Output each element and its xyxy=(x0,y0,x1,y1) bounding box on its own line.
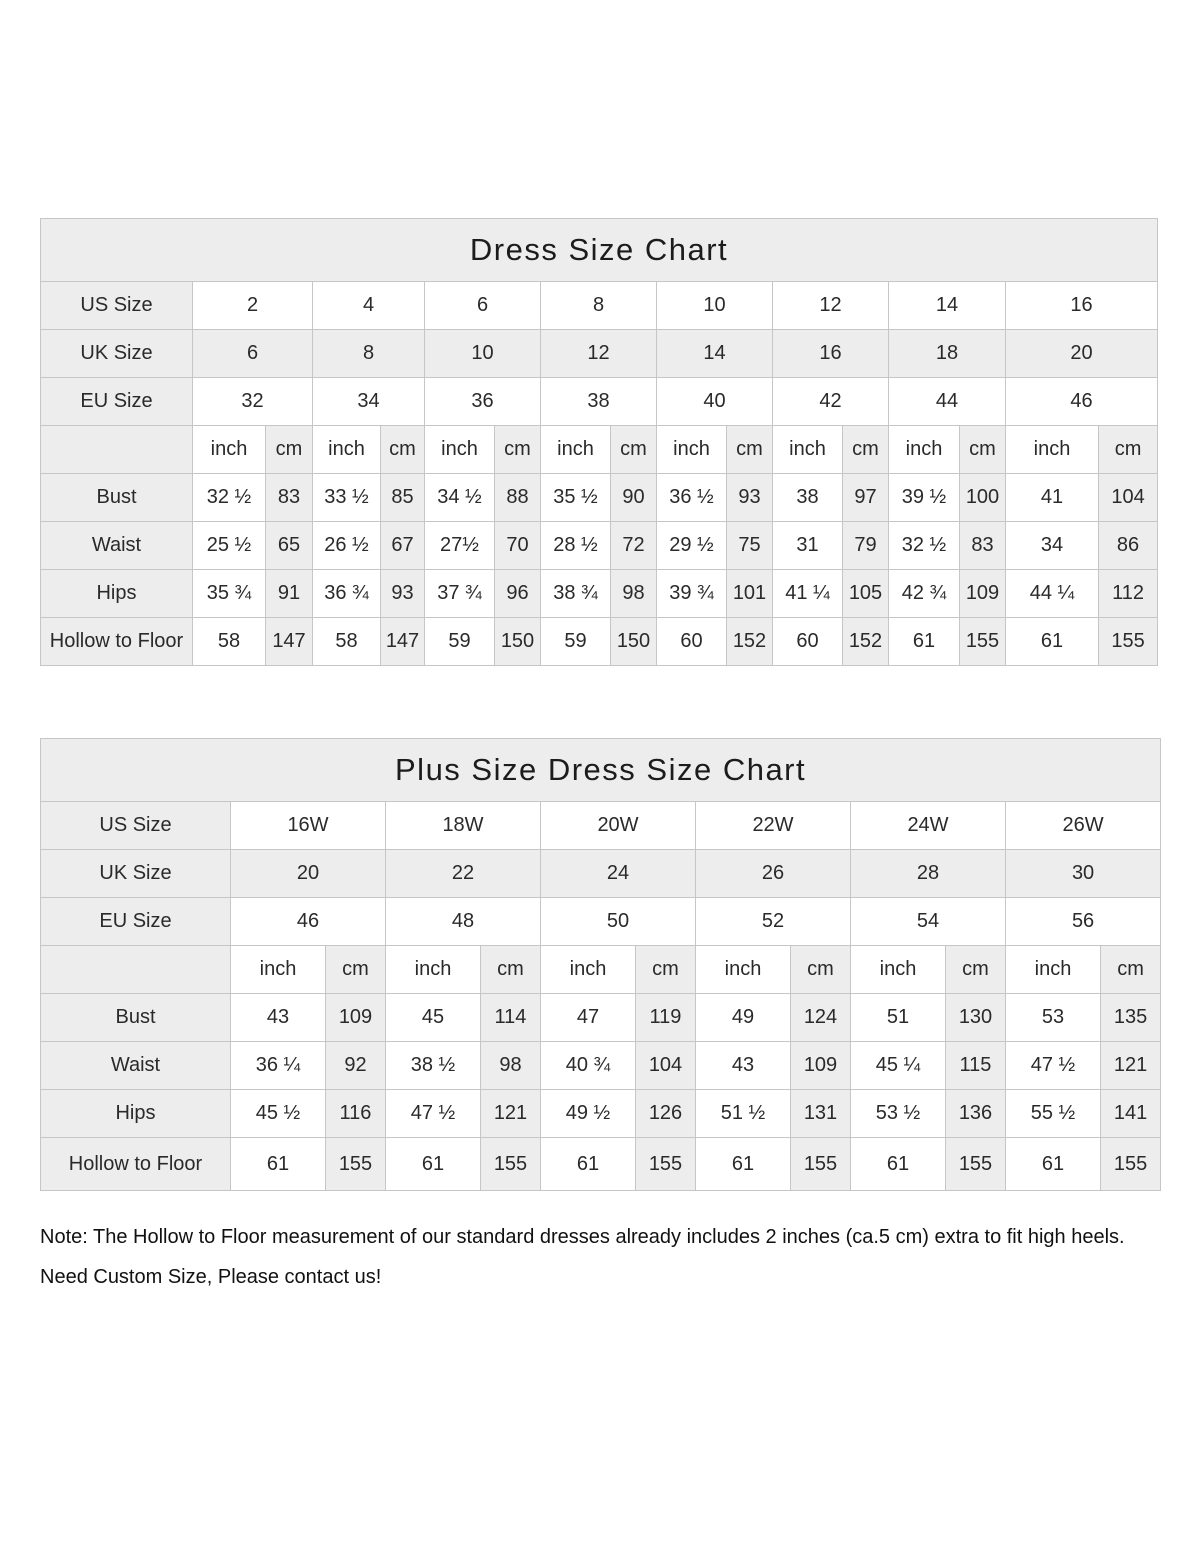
cm-value-cell: 112 xyxy=(1099,570,1158,618)
inch-value-cell: 36 ½ xyxy=(657,474,727,522)
cm-value-cell: 126 xyxy=(636,1090,696,1138)
size-value-cell: 20 xyxy=(1006,330,1158,378)
cm-value-cell: 88 xyxy=(495,474,541,522)
inch-value-cell: 45 ¼ xyxy=(851,1042,946,1090)
inch-value-cell: 29 ½ xyxy=(657,522,727,570)
inch-value-cell: 61 xyxy=(696,1138,791,1191)
inch-value-cell: 60 xyxy=(773,618,843,666)
inch-value-cell: 35 ½ xyxy=(541,474,611,522)
cm-value-cell: 98 xyxy=(611,570,657,618)
table-title: Dress Size Chart xyxy=(41,219,1158,282)
size-value-cell: 26 xyxy=(696,850,851,898)
row-label: Bust xyxy=(41,994,231,1042)
inch-value-cell: 58 xyxy=(193,618,266,666)
inch-value-cell: 49 xyxy=(696,994,791,1042)
size-value-cell: 38 xyxy=(541,378,657,426)
cm-value-cell: 100 xyxy=(960,474,1006,522)
unit-inch-label: inch xyxy=(657,426,727,474)
inch-value-cell: 61 xyxy=(231,1138,326,1191)
cm-value-cell: 119 xyxy=(636,994,696,1042)
inch-value-cell: 33 ½ xyxy=(313,474,381,522)
note-line-2: Need Custom Size, Please contact us! xyxy=(40,1266,382,1288)
cm-value-cell: 72 xyxy=(611,522,657,570)
cm-value-cell: 90 xyxy=(611,474,657,522)
plus-size-chart-table xyxy=(40,738,1161,1191)
cm-value-cell: 109 xyxy=(960,570,1006,618)
unit-cm-label: cm xyxy=(960,426,1006,474)
cm-value-cell: 130 xyxy=(946,994,1006,1042)
unit-inch-label: inch xyxy=(425,426,495,474)
size-value-cell: 22W xyxy=(696,802,851,850)
unit-inch-label: inch xyxy=(889,426,960,474)
cm-value-cell: 104 xyxy=(636,1042,696,1090)
cm-value-cell: 86 xyxy=(1099,522,1158,570)
inch-value-cell: 32 ½ xyxy=(193,474,266,522)
inch-value-cell: 59 xyxy=(425,618,495,666)
row-label: US Size xyxy=(41,282,193,330)
size-value-cell: 10 xyxy=(657,282,773,330)
inch-value-cell: 35 ¾ xyxy=(193,570,266,618)
plus-size-section xyxy=(40,738,1157,1191)
size-value-cell: 12 xyxy=(541,330,657,378)
size-value-cell: 8 xyxy=(541,282,657,330)
unit-cm-label: cm xyxy=(791,946,851,994)
inch-value-cell: 36 ¾ xyxy=(313,570,381,618)
inch-value-cell: 47 xyxy=(541,994,636,1042)
size-value-cell: 34 xyxy=(313,378,425,426)
cm-value-cell: 141 xyxy=(1101,1090,1161,1138)
size-value-cell: 20W xyxy=(541,802,696,850)
cm-value-cell: 98 xyxy=(481,1042,541,1090)
cm-value-cell: 101 xyxy=(727,570,773,618)
size-value-cell: 12 xyxy=(773,282,889,330)
cm-value-cell: 150 xyxy=(495,618,541,666)
size-value-cell: 16W xyxy=(231,802,386,850)
inch-value-cell: 45 xyxy=(386,994,481,1042)
cm-value-cell: 131 xyxy=(791,1090,851,1138)
size-value-cell: 46 xyxy=(231,898,386,946)
inch-value-cell: 60 xyxy=(657,618,727,666)
cm-value-cell: 155 xyxy=(636,1138,696,1191)
unit-inch-label: inch xyxy=(541,426,611,474)
size-value-cell: 52 xyxy=(696,898,851,946)
inch-value-cell: 40 ¾ xyxy=(541,1042,636,1090)
inch-value-cell: 31 xyxy=(773,522,843,570)
row-label: UK Size xyxy=(41,850,231,898)
inch-value-cell: 28 ½ xyxy=(541,522,611,570)
unit-cm-label: cm xyxy=(381,426,425,474)
size-value-cell: 10 xyxy=(425,330,541,378)
size-value-cell: 16 xyxy=(773,330,889,378)
row-label: Hollow to Floor xyxy=(41,618,193,666)
size-value-cell: 18W xyxy=(386,802,541,850)
cm-value-cell: 121 xyxy=(1101,1042,1161,1090)
size-value-cell: 28 xyxy=(851,850,1006,898)
inch-value-cell: 41 ¼ xyxy=(773,570,843,618)
row-label: UK Size xyxy=(41,330,193,378)
inch-value-cell: 61 xyxy=(1006,1138,1101,1191)
row-label: Waist xyxy=(41,1042,231,1090)
unit-cm-label: cm xyxy=(481,946,541,994)
cm-value-cell: 93 xyxy=(381,570,425,618)
inch-value-cell: 34 ½ xyxy=(425,474,495,522)
cm-value-cell: 155 xyxy=(960,618,1006,666)
inch-value-cell: 55 ½ xyxy=(1006,1090,1101,1138)
inch-value-cell: 47 ½ xyxy=(386,1090,481,1138)
size-value-cell: 36 xyxy=(425,378,541,426)
size-value-cell: 48 xyxy=(386,898,541,946)
size-value-cell: 2 xyxy=(193,282,313,330)
size-value-cell: 50 xyxy=(541,898,696,946)
cm-value-cell: 92 xyxy=(326,1042,386,1090)
inch-value-cell: 58 xyxy=(313,618,381,666)
cm-value-cell: 152 xyxy=(727,618,773,666)
unit-inch-label: inch xyxy=(1006,426,1099,474)
inch-value-cell: 42 ¾ xyxy=(889,570,960,618)
cm-value-cell: 155 xyxy=(481,1138,541,1191)
unit-cm-label: cm xyxy=(326,946,386,994)
inch-value-cell: 26 ½ xyxy=(313,522,381,570)
size-value-cell: 4 xyxy=(313,282,425,330)
row-label: Hips xyxy=(41,1090,231,1138)
note-block xyxy=(40,1217,1157,1297)
size-value-cell: 8 xyxy=(313,330,425,378)
cm-value-cell: 121 xyxy=(481,1090,541,1138)
inch-value-cell: 61 xyxy=(541,1138,636,1191)
unit-inch-label: inch xyxy=(773,426,843,474)
inch-value-cell: 37 ¾ xyxy=(425,570,495,618)
inch-value-cell: 38 xyxy=(773,474,843,522)
inch-value-cell: 34 xyxy=(1006,522,1099,570)
inch-value-cell: 45 ½ xyxy=(231,1090,326,1138)
size-value-cell: 18 xyxy=(889,330,1006,378)
dress-size-chart-table xyxy=(40,218,1158,666)
unit-inch-label: inch xyxy=(1006,946,1101,994)
inch-value-cell: 61 xyxy=(1006,618,1099,666)
row-label: Waist xyxy=(41,522,193,570)
size-value-cell: 44 xyxy=(889,378,1006,426)
inch-value-cell: 44 ¼ xyxy=(1006,570,1099,618)
row-label: EU Size xyxy=(41,378,193,426)
cm-value-cell: 114 xyxy=(481,994,541,1042)
unit-inch-label: inch xyxy=(541,946,636,994)
inch-value-cell: 41 xyxy=(1006,474,1099,522)
inch-value-cell: 61 xyxy=(889,618,960,666)
row-label: EU Size xyxy=(41,898,231,946)
unit-cm-label: cm xyxy=(611,426,657,474)
size-value-cell: 6 xyxy=(193,330,313,378)
size-value-cell: 46 xyxy=(1006,378,1158,426)
unit-cm-label: cm xyxy=(636,946,696,994)
cm-value-cell: 91 xyxy=(266,570,313,618)
unit-row-spacer xyxy=(41,426,193,474)
size-value-cell: 22 xyxy=(386,850,541,898)
inch-value-cell: 53 ½ xyxy=(851,1090,946,1138)
unit-cm-label: cm xyxy=(1101,946,1161,994)
cm-value-cell: 83 xyxy=(266,474,313,522)
unit-inch-label: inch xyxy=(696,946,791,994)
unit-inch-label: inch xyxy=(386,946,481,994)
unit-inch-label: inch xyxy=(313,426,381,474)
cm-value-cell: 83 xyxy=(960,522,1006,570)
size-value-cell: 14 xyxy=(889,282,1006,330)
inch-value-cell: 49 ½ xyxy=(541,1090,636,1138)
inch-value-cell: 43 xyxy=(696,1042,791,1090)
cm-value-cell: 152 xyxy=(843,618,889,666)
inch-value-cell: 39 ¾ xyxy=(657,570,727,618)
unit-inch-label: inch xyxy=(193,426,266,474)
cm-value-cell: 75 xyxy=(727,522,773,570)
unit-cm-label: cm xyxy=(266,426,313,474)
cm-value-cell: 96 xyxy=(495,570,541,618)
cm-value-cell: 97 xyxy=(843,474,889,522)
cm-value-cell: 155 xyxy=(1101,1138,1161,1191)
cm-value-cell: 155 xyxy=(791,1138,851,1191)
inch-value-cell: 51 xyxy=(851,994,946,1042)
cm-value-cell: 93 xyxy=(727,474,773,522)
inch-value-cell: 61 xyxy=(851,1138,946,1191)
inch-value-cell: 47 ½ xyxy=(1006,1042,1101,1090)
size-value-cell: 24W xyxy=(851,802,1006,850)
size-value-cell: 6 xyxy=(425,282,541,330)
row-label: US Size xyxy=(41,802,231,850)
inch-value-cell: 59 xyxy=(541,618,611,666)
size-value-cell: 24 xyxy=(541,850,696,898)
size-value-cell: 30 xyxy=(1006,850,1161,898)
cm-value-cell: 65 xyxy=(266,522,313,570)
size-value-cell: 54 xyxy=(851,898,1006,946)
unit-cm-label: cm xyxy=(1099,426,1158,474)
inch-value-cell: 39 ½ xyxy=(889,474,960,522)
cm-value-cell: 150 xyxy=(611,618,657,666)
cm-value-cell: 155 xyxy=(1099,618,1158,666)
inch-value-cell: 43 xyxy=(231,994,326,1042)
note-line-1: Note: The Hollow to Floor measurement of our standard dresses already includes 2 inches (ca.5 cm) extra to fit high heels. xyxy=(40,1226,1125,1248)
cm-value-cell: 155 xyxy=(946,1138,1006,1191)
row-label: Hollow to Floor xyxy=(41,1138,231,1191)
unit-row-spacer xyxy=(41,946,231,994)
inch-value-cell: 27½ xyxy=(425,522,495,570)
inch-value-cell: 51 ½ xyxy=(696,1090,791,1138)
unit-cm-label: cm xyxy=(843,426,889,474)
cm-value-cell: 70 xyxy=(495,522,541,570)
size-value-cell: 56 xyxy=(1006,898,1161,946)
unit-inch-label: inch xyxy=(231,946,326,994)
size-value-cell: 40 xyxy=(657,378,773,426)
unit-cm-label: cm xyxy=(946,946,1006,994)
cm-value-cell: 104 xyxy=(1099,474,1158,522)
size-value-cell: 42 xyxy=(773,378,889,426)
cm-value-cell: 136 xyxy=(946,1090,1006,1138)
cm-value-cell: 109 xyxy=(791,1042,851,1090)
size-value-cell: 20 xyxy=(231,850,386,898)
cm-value-cell: 124 xyxy=(791,994,851,1042)
cm-value-cell: 147 xyxy=(381,618,425,666)
unit-cm-label: cm xyxy=(495,426,541,474)
inch-value-cell: 36 ¼ xyxy=(231,1042,326,1090)
cm-value-cell: 67 xyxy=(381,522,425,570)
unit-inch-label: inch xyxy=(851,946,946,994)
size-value-cell: 26W xyxy=(1006,802,1161,850)
unit-cm-label: cm xyxy=(727,426,773,474)
inch-value-cell: 61 xyxy=(386,1138,481,1191)
row-label: Bust xyxy=(41,474,193,522)
inch-value-cell: 38 ¾ xyxy=(541,570,611,618)
inch-value-cell: 32 ½ xyxy=(889,522,960,570)
row-label: Hips xyxy=(41,570,193,618)
standard-size-section xyxy=(40,218,1157,666)
size-value-cell: 32 xyxy=(193,378,313,426)
inch-value-cell: 38 ½ xyxy=(386,1042,481,1090)
table-title: Plus Size Dress Size Chart xyxy=(41,739,1161,802)
size-value-cell: 16 xyxy=(1006,282,1158,330)
cm-value-cell: 79 xyxy=(843,522,889,570)
cm-value-cell: 105 xyxy=(843,570,889,618)
size-value-cell: 14 xyxy=(657,330,773,378)
inch-value-cell: 53 xyxy=(1006,994,1101,1042)
cm-value-cell: 85 xyxy=(381,474,425,522)
cm-value-cell: 135 xyxy=(1101,994,1161,1042)
cm-value-cell: 115 xyxy=(946,1042,1006,1090)
cm-value-cell: 147 xyxy=(266,618,313,666)
cm-value-cell: 116 xyxy=(326,1090,386,1138)
inch-value-cell: 25 ½ xyxy=(193,522,266,570)
cm-value-cell: 155 xyxy=(326,1138,386,1191)
cm-value-cell: 109 xyxy=(326,994,386,1042)
